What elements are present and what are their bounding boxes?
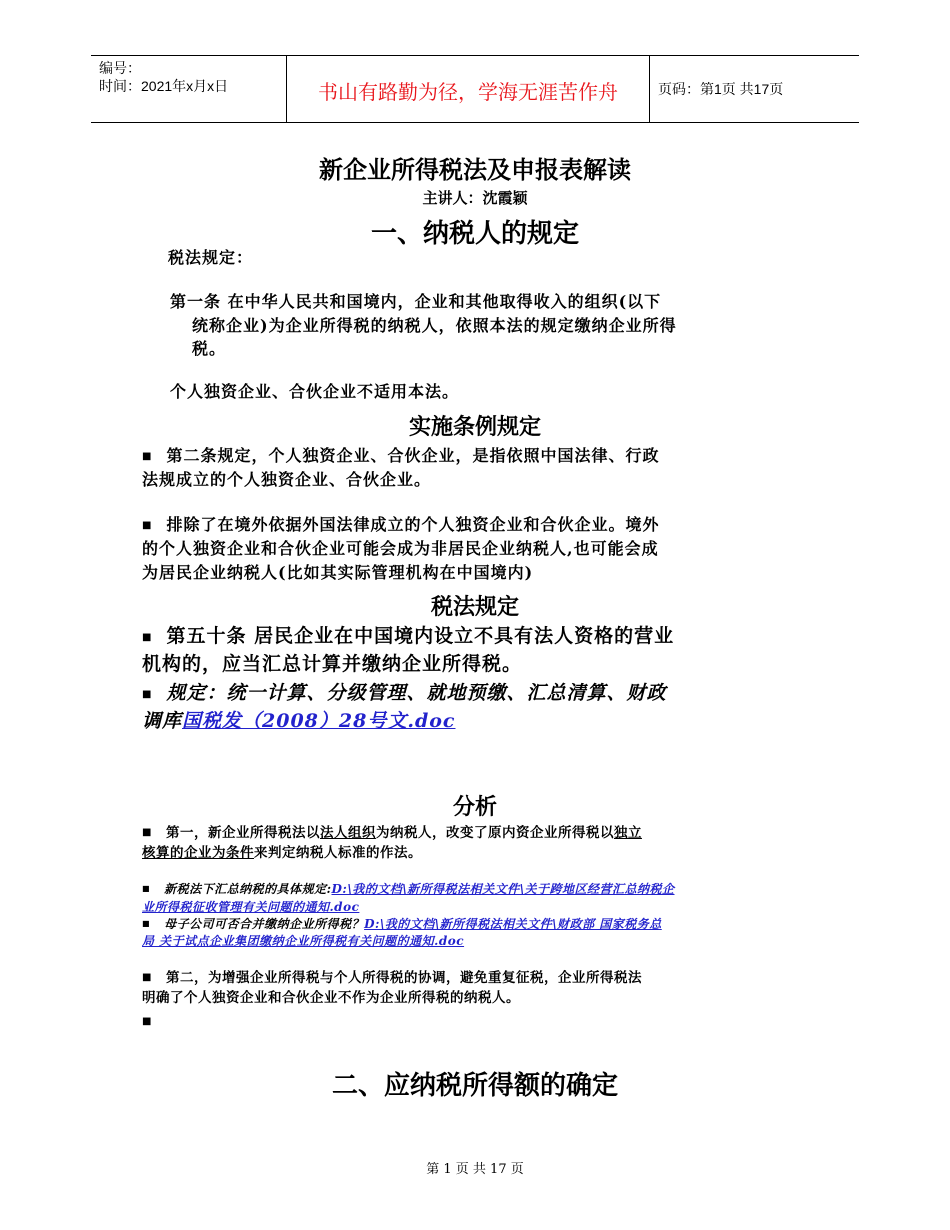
law-para1-line1: ■ 第五十条 居民企业在中国境内设立不具有法人资格的营业: [142, 625, 675, 647]
impl-para2-line3: 为居民企业纳税人(比如其实际管理机构在中国境内): [142, 563, 534, 582]
document-title: 新企业所得税法及申报表解读: [319, 156, 631, 184]
empty-bullet: [142, 1011, 166, 1033]
bullet-icon: ■: [142, 689, 153, 700]
header-date: 时间：2021年x月x日: [99, 78, 229, 94]
link-group-tax-doc[interactable]: D:\我的文档\新所得税法相关文件\财政部 国家税务总: [364, 917, 662, 931]
bullet-icon: ■: [142, 632, 153, 643]
bullet-icon: ■: [142, 451, 153, 462]
section2-heading: 二、应纳税所得额的确定: [331, 1071, 618, 1101]
law-para2-line2: 调库国税发（2008）28号文.doc: [142, 710, 456, 732]
analysis-para2-line2: 明确了个人独资企业和合伙企业不作为企业所得税的纳税人。: [142, 990, 520, 1006]
section1-label: 税法规定：: [168, 248, 254, 267]
page-footer: 第 1 页 共 17 页: [426, 1162, 524, 1177]
header-motto: 书山有路勤为径，学海无涯苦作舟: [286, 56, 650, 122]
section1-note: 个人独资企业、合伙企业不适用本法。: [170, 382, 460, 401]
analysis-link2-line2: [142, 932, 464, 951]
article1-line3: 税。: [192, 339, 227, 358]
law-heading: 税法规定: [430, 595, 519, 620]
section1-heading: 一、纳税人的规定: [370, 219, 579, 249]
header-left: [91, 56, 286, 122]
impl-heading: 实施条例规定: [408, 415, 541, 440]
law-para2-line1: ■ 规定：统一计算、分级管理、就地预缴、汇总清算、财政: [142, 682, 667, 704]
impl-para1-line2: 法规成立的个人独资企业、合伙企业。: [142, 470, 432, 489]
bullet-icon: ■: [142, 1016, 152, 1027]
header-number: 编号：: [99, 60, 141, 76]
page-header: [91, 55, 859, 123]
law-para1-line2: 机构的，应当汇总计算并缴纳企业所得税。: [142, 653, 523, 675]
bullet-icon: ■: [142, 972, 152, 983]
link-cross-region-doc[interactable]: D:\我的文档\新所得税法相关文件\关于跨地区经营汇总纳税企: [331, 882, 675, 896]
analysis-para1-line1: ■ 第一，新企业所得税法以法人组织为纳税人，改变了原内资企业所得税以独立: [142, 825, 642, 841]
analysis-link1-line1: ■ 新税法下汇总纳税的具体规定:D:\我的文档\新所得税法相关文件\关于跨地区经营汇总纳税企: [142, 882, 675, 896]
impl-para2-line2: 的个人独资企业和合伙企业可能会成为非居民企业纳税人,也可能会成: [142, 539, 659, 558]
analysis-para2-line1: ■ 第二，为增强企业所得税与个人所得税的协调，避免重复征税，企业所得税法: [142, 970, 642, 986]
bullet-icon: ■: [142, 827, 152, 838]
analysis-link2-line1: ■ 母子公司可否合并缴纳企业所得税？D:\我的文档\新所得税法相关文件\财政部 国家税务总: [142, 917, 662, 931]
analysis-heading: 分析: [452, 795, 497, 820]
impl-para1-line1: ■ 第二条规定，个人独资企业、合伙企业，是指依照中国法律、行政: [142, 446, 660, 465]
impl-para2-line1: ■ 排除了在境外依据外国法律成立的个人独资企业和合伙企业。境外: [142, 515, 660, 534]
article1-line1: 第一条 在中华人民共和国境内，企业和其他取得收入的组织(以下: [170, 292, 662, 311]
article1-line2: 统称企业)为企业所得税的纳税人，依照本法的规定缴纳企业所得: [192, 316, 677, 335]
header-page-info: 页码：第1页 共17页: [658, 81, 784, 97]
link-cross-region-doc-cont[interactable]: 业所得税征收管理有关问题的通知.doc: [142, 900, 360, 914]
link-group-tax-doc-cont[interactable]: 局 关于试点企业集团缴纳企业所得税有关问题的通知.doc: [142, 934, 465, 948]
bullet-icon: ■: [142, 520, 153, 531]
analysis-para1-line2: 核算的企业为条件来判定纳税人标准的作法。: [142, 845, 422, 861]
bullet-icon: ■: [142, 919, 151, 928]
bullet-icon: ■: [142, 884, 151, 893]
law-doc-link[interactable]: 国税发（2008）28号文.doc: [182, 710, 456, 732]
speaker: 主讲人：沈霞颖: [422, 189, 528, 207]
